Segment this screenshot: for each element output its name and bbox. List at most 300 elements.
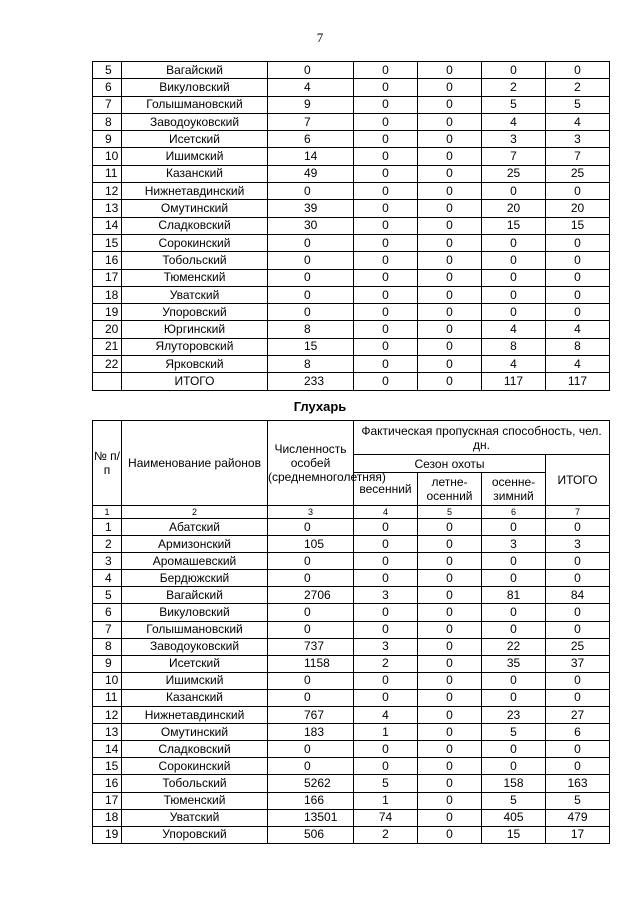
row-number-cell: 3 (93, 553, 122, 570)
autumn-winter-cell: 5 (482, 724, 546, 741)
population-cell: 0 (268, 234, 354, 251)
table-row (93, 234, 610, 251)
spring-cell: 0 (354, 269, 418, 286)
district-name-cell: Упоровский (122, 304, 268, 321)
table-row (93, 826, 610, 843)
population-cell: 1158 (268, 655, 354, 672)
summer-autumn-cell: 0 (418, 570, 482, 587)
total-cell: 0 (546, 604, 610, 621)
total-cell: 4 (546, 113, 610, 130)
table-row (93, 200, 610, 217)
autumn-winter-cell: 20 (482, 200, 546, 217)
row-number-cell: 1 (93, 519, 122, 536)
population-cell: 6 (268, 131, 354, 148)
autumn-winter-cell: 22 (482, 638, 546, 655)
summer-autumn-cell: 0 (418, 304, 482, 321)
district-name-cell: Вагайский (122, 587, 268, 604)
districts-table-continued (92, 61, 610, 391)
autumn-winter-cell: 15 (482, 826, 546, 843)
spring-cell: 0 (354, 131, 418, 148)
column-number-cell: 2 (122, 506, 268, 519)
population-cell: 30 (268, 217, 354, 234)
population-cell: 166 (268, 792, 354, 809)
population-cell: 183 (268, 724, 354, 741)
district-name-cell: Аромашевский (122, 553, 268, 570)
table1-body (93, 62, 610, 391)
summer-autumn-cell: 0 (418, 96, 482, 113)
district-name-cell: Казанский (122, 165, 268, 182)
total-cell: 7 (546, 148, 610, 165)
district-name-cell: Омутинский (122, 724, 268, 741)
autumn-winter-cell: 0 (482, 269, 546, 286)
summer-autumn-cell: 0 (418, 338, 482, 355)
row-number-cell: 4 (93, 570, 122, 587)
spring-cell: 0 (354, 604, 418, 621)
table-row (93, 689, 610, 706)
district-name-cell: Сорокинский (122, 234, 268, 251)
total-cell: 0 (546, 758, 610, 775)
row-number-cell: 15 (93, 758, 122, 775)
summer-autumn-cell: 0 (418, 536, 482, 553)
autumn-winter-cell: 0 (482, 621, 546, 638)
header-num: № п/п (93, 421, 122, 506)
table-row (93, 165, 610, 182)
row-number-cell: 9 (93, 655, 122, 672)
total-cell: 163 (546, 775, 610, 792)
row-number-cell: 10 (93, 672, 122, 689)
district-name-cell: Викуловский (122, 604, 268, 621)
column-number-cell: 5 (418, 506, 482, 519)
row-number-cell: 16 (93, 775, 122, 792)
table-row (93, 113, 610, 130)
spring-cell: 0 (354, 304, 418, 321)
autumn-winter-cell: 7 (482, 148, 546, 165)
header-name: Наименование районов (122, 421, 268, 506)
table-row (93, 638, 610, 655)
header-autumn-winter: осенне-зимний (482, 473, 546, 506)
spring-cell: 0 (354, 79, 418, 96)
row-number-cell: 5 (93, 62, 122, 79)
summer-autumn-cell: 0 (418, 148, 482, 165)
summer-autumn-cell: 0 (418, 604, 482, 621)
column-number-cell: 1 (93, 506, 122, 519)
district-name-cell: Тюменский (122, 269, 268, 286)
spring-cell: 0 (354, 286, 418, 303)
table-row (93, 131, 610, 148)
table-row (93, 519, 610, 536)
autumn-winter-cell: 0 (482, 689, 546, 706)
total-cell: 6 (546, 724, 610, 741)
district-name-cell: Сладковский (122, 741, 268, 758)
total-cell: 25 (546, 638, 610, 655)
population-cell: 0 (268, 741, 354, 758)
total-cell: 2 (546, 79, 610, 96)
autumn-winter-cell: 0 (482, 672, 546, 689)
autumn-winter-cell: 8 (482, 338, 546, 355)
autumn-winter-cell: 405 (482, 809, 546, 826)
row-number-cell: 8 (93, 113, 122, 130)
district-name-cell: Нижнетавдинский (122, 707, 268, 724)
spring-cell: 2 (354, 826, 418, 843)
table-row (93, 373, 610, 390)
total-cell: 27 (546, 707, 610, 724)
total-cell: 5 (546, 792, 610, 809)
spring-cell: 0 (354, 570, 418, 587)
total-cell: 8 (546, 338, 610, 355)
summer-autumn-cell: 0 (418, 62, 482, 79)
table-row (93, 217, 610, 234)
summer-autumn-cell: 0 (418, 165, 482, 182)
summer-autumn-cell: 0 (418, 217, 482, 234)
summer-autumn-cell: 0 (418, 131, 482, 148)
autumn-winter-cell: 5 (482, 96, 546, 113)
summer-autumn-cell: 0 (418, 553, 482, 570)
population-cell: 2706 (268, 587, 354, 604)
row-number-cell: 19 (93, 304, 122, 321)
autumn-winter-cell: 0 (482, 286, 546, 303)
table-row (93, 707, 610, 724)
autumn-winter-cell: 3 (482, 536, 546, 553)
summer-autumn-cell: 0 (418, 707, 482, 724)
spring-cell: 0 (354, 252, 418, 269)
table2-body (93, 519, 610, 844)
total-cell: 4 (546, 356, 610, 373)
autumn-winter-cell: 0 (482, 234, 546, 251)
total-cell: 0 (546, 553, 610, 570)
row-number-cell: 13 (93, 724, 122, 741)
district-name-cell: Голышмановский (122, 621, 268, 638)
autumn-winter-cell: 23 (482, 707, 546, 724)
spring-cell: 5 (354, 775, 418, 792)
population-cell: 0 (268, 672, 354, 689)
population-cell: 0 (268, 183, 354, 200)
summer-autumn-cell: 0 (418, 269, 482, 286)
summer-autumn-cell: 0 (418, 356, 482, 373)
population-cell: 4 (268, 79, 354, 96)
district-name-cell: Казанский (122, 689, 268, 706)
table-row (93, 321, 610, 338)
district-name-cell: Уватский (122, 809, 268, 826)
table-row (93, 356, 610, 373)
spring-cell: 0 (354, 519, 418, 536)
row-number-cell: 6 (93, 79, 122, 96)
spring-cell: 0 (354, 165, 418, 182)
table-row (93, 809, 610, 826)
total-cell: 15 (546, 217, 610, 234)
table-row (93, 655, 610, 672)
total-cell: 0 (546, 304, 610, 321)
population-cell: 0 (268, 252, 354, 269)
district-name-cell: Абатский (122, 519, 268, 536)
summer-autumn-cell: 0 (418, 286, 482, 303)
table-row (93, 252, 610, 269)
district-name-cell: Ярковский (122, 356, 268, 373)
summer-autumn-cell: 0 (418, 672, 482, 689)
population-cell: 0 (268, 304, 354, 321)
autumn-winter-cell: 2 (482, 79, 546, 96)
summer-autumn-cell: 0 (418, 758, 482, 775)
spring-cell: 1 (354, 792, 418, 809)
spring-cell: 0 (354, 621, 418, 638)
autumn-winter-cell: 0 (482, 553, 546, 570)
page-number: 7 (316, 30, 324, 45)
row-number-cell: 15 (93, 234, 122, 251)
total-cell: 0 (546, 519, 610, 536)
population-cell: 0 (268, 286, 354, 303)
table-row (93, 304, 610, 321)
autumn-winter-cell: 0 (482, 758, 546, 775)
summer-autumn-cell: 0 (418, 741, 482, 758)
total-cell: 0 (546, 269, 610, 286)
population-cell: 0 (268, 604, 354, 621)
row-number-cell: 11 (93, 165, 122, 182)
table-row (93, 148, 610, 165)
district-name-cell: Армизонский (122, 536, 268, 553)
row-number-cell: 14 (93, 741, 122, 758)
spring-cell: 1 (354, 724, 418, 741)
spring-cell: 0 (354, 96, 418, 113)
table-row (93, 553, 610, 570)
population-cell: 0 (268, 621, 354, 638)
summer-autumn-cell: 0 (418, 113, 482, 130)
row-number-cell: 7 (93, 96, 122, 113)
district-name-cell: Ишимский (122, 672, 268, 689)
section-title: Глухарь (293, 399, 347, 414)
table-row (93, 621, 610, 638)
population-cell: 14 (268, 148, 354, 165)
table-row (93, 587, 610, 604)
header-population: Численность особей (среднемноголетняя) (268, 421, 354, 506)
autumn-winter-cell: 158 (482, 775, 546, 792)
row-number-cell (93, 373, 122, 390)
table-row (93, 79, 610, 96)
district-name-cell: Уватский (122, 286, 268, 303)
column-number-cell: 4 (354, 506, 418, 519)
header-summer-autumn: летне-осенний (418, 473, 482, 506)
header-total: ИТОГО (546, 455, 610, 506)
population-cell: 5262 (268, 775, 354, 792)
table-row (93, 286, 610, 303)
spring-cell: 0 (354, 672, 418, 689)
spring-cell: 0 (354, 321, 418, 338)
spring-cell: 0 (354, 758, 418, 775)
table-row (93, 338, 610, 355)
summer-autumn-cell: 0 (418, 519, 482, 536)
spring-cell: 4 (354, 707, 418, 724)
table-row (93, 62, 610, 79)
row-number-cell: 12 (93, 707, 122, 724)
total-cell: 0 (546, 689, 610, 706)
total-cell: 0 (546, 183, 610, 200)
population-cell: 0 (268, 758, 354, 775)
row-number-cell: 10 (93, 148, 122, 165)
row-number-cell: 8 (93, 638, 122, 655)
summer-autumn-cell: 0 (418, 689, 482, 706)
total-cell: 117 (546, 373, 610, 390)
spring-cell: 74 (354, 809, 418, 826)
autumn-winter-cell: 3 (482, 131, 546, 148)
population-cell: 0 (268, 570, 354, 587)
population-cell: 49 (268, 165, 354, 182)
district-name-cell: Сорокинский (122, 758, 268, 775)
row-number-cell: 11 (93, 689, 122, 706)
row-number-cell: 22 (93, 356, 122, 373)
spring-cell: 0 (354, 183, 418, 200)
total-cell: 17 (546, 826, 610, 843)
table-row (93, 536, 610, 553)
district-name-cell: Нижнетавдинский (122, 183, 268, 200)
total-cell: 0 (546, 741, 610, 758)
table-row (93, 775, 610, 792)
table-row (93, 96, 610, 113)
spring-cell: 0 (354, 148, 418, 165)
autumn-winter-cell: 4 (482, 356, 546, 373)
column-number-cell: 7 (546, 506, 610, 519)
row-number-cell: 17 (93, 269, 122, 286)
summer-autumn-cell: 0 (418, 234, 482, 251)
spring-cell: 0 (354, 553, 418, 570)
autumn-winter-cell: 0 (482, 62, 546, 79)
district-name-cell: Юргинский (122, 321, 268, 338)
total-cell: 0 (546, 672, 610, 689)
header-spring: весенний (354, 473, 418, 506)
summer-autumn-cell: 0 (418, 809, 482, 826)
summer-autumn-cell: 0 (418, 321, 482, 338)
header-capacity: Фактическая пропускная способность, чел. дн. (354, 421, 610, 455)
spring-cell: 0 (354, 689, 418, 706)
table-row (93, 724, 610, 741)
total-cell: 3 (546, 131, 610, 148)
row-number-cell: 2 (93, 536, 122, 553)
population-cell: 105 (268, 536, 354, 553)
total-cell: 0 (546, 286, 610, 303)
total-cell: 0 (546, 570, 610, 587)
district-name-cell: Упоровский (122, 826, 268, 843)
capercaillie-table (92, 420, 610, 844)
district-name-cell: ИТОГО (122, 373, 268, 390)
population-cell: 0 (268, 553, 354, 570)
total-cell: 0 (546, 252, 610, 269)
autumn-winter-cell: 4 (482, 113, 546, 130)
row-number-cell: 6 (93, 604, 122, 621)
spring-cell: 0 (354, 217, 418, 234)
population-cell: 8 (268, 321, 354, 338)
summer-autumn-cell: 0 (418, 775, 482, 792)
row-number-cell: 21 (93, 338, 122, 355)
population-cell: 8 (268, 356, 354, 373)
population-cell: 13501 (268, 809, 354, 826)
row-number-cell: 20 (93, 321, 122, 338)
district-name-cell: Заводоуковский (122, 638, 268, 655)
table-row (93, 183, 610, 200)
district-name-cell: Тобольский (122, 252, 268, 269)
header-season: Сезон охоты (354, 455, 546, 473)
table-row (93, 604, 610, 621)
autumn-winter-cell: 4 (482, 321, 546, 338)
table-row (93, 672, 610, 689)
district-name-cell: Заводоуковский (122, 113, 268, 130)
district-name-cell: Сладковский (122, 217, 268, 234)
row-number-cell: 19 (93, 826, 122, 843)
summer-autumn-cell: 0 (418, 638, 482, 655)
district-name-cell: Омутинский (122, 200, 268, 217)
population-cell: 0 (268, 269, 354, 286)
total-cell: 84 (546, 587, 610, 604)
spring-cell: 0 (354, 338, 418, 355)
summer-autumn-cell: 0 (418, 79, 482, 96)
population-cell: 0 (268, 519, 354, 536)
autumn-winter-cell: 0 (482, 252, 546, 269)
spring-cell: 0 (354, 234, 418, 251)
table-row (93, 269, 610, 286)
table-row (93, 570, 610, 587)
spring-cell: 3 (354, 587, 418, 604)
autumn-winter-cell: 0 (482, 519, 546, 536)
autumn-winter-cell: 117 (482, 373, 546, 390)
district-name-cell: Голышмановский (122, 96, 268, 113)
total-cell: 20 (546, 200, 610, 217)
spring-cell: 0 (354, 741, 418, 758)
autumn-winter-cell: 5 (482, 792, 546, 809)
spring-cell: 0 (354, 356, 418, 373)
total-cell: 0 (546, 621, 610, 638)
autumn-winter-cell: 15 (482, 217, 546, 234)
population-cell: 0 (268, 689, 354, 706)
total-cell: 0 (546, 62, 610, 79)
summer-autumn-cell: 0 (418, 621, 482, 638)
population-cell: 0 (268, 62, 354, 79)
total-cell: 25 (546, 165, 610, 182)
column-number-cell: 6 (482, 506, 546, 519)
district-name-cell: Исетский (122, 655, 268, 672)
total-cell: 0 (546, 234, 610, 251)
summer-autumn-cell: 0 (418, 792, 482, 809)
summer-autumn-cell: 0 (418, 655, 482, 672)
district-name-cell: Тюменский (122, 792, 268, 809)
district-name-cell: Вагайский (122, 62, 268, 79)
spring-cell: 0 (354, 62, 418, 79)
summer-autumn-cell: 0 (418, 724, 482, 741)
autumn-winter-cell: 0 (482, 570, 546, 587)
district-name-cell: Тобольский (122, 775, 268, 792)
population-cell: 767 (268, 707, 354, 724)
autumn-winter-cell: 81 (482, 587, 546, 604)
row-number-cell: 12 (93, 183, 122, 200)
total-cell: 4 (546, 321, 610, 338)
population-cell: 233 (268, 373, 354, 390)
table-row (93, 758, 610, 775)
row-number-cell: 5 (93, 587, 122, 604)
spring-cell: 3 (354, 638, 418, 655)
column-number-cell: 3 (268, 506, 354, 519)
district-name-cell: Ишимский (122, 148, 268, 165)
population-cell: 39 (268, 200, 354, 217)
spring-cell: 2 (354, 655, 418, 672)
spring-cell: 0 (354, 113, 418, 130)
spring-cell: 0 (354, 373, 418, 390)
spring-cell: 0 (354, 536, 418, 553)
autumn-winter-cell: 0 (482, 604, 546, 621)
district-name-cell: Бердюжский (122, 570, 268, 587)
summer-autumn-cell: 0 (418, 183, 482, 200)
population-cell: 7 (268, 113, 354, 130)
population-cell: 9 (268, 96, 354, 113)
summer-autumn-cell: 0 (418, 826, 482, 843)
total-cell: 3 (546, 536, 610, 553)
total-cell: 479 (546, 809, 610, 826)
summer-autumn-cell: 0 (418, 252, 482, 269)
autumn-winter-cell: 0 (482, 183, 546, 200)
